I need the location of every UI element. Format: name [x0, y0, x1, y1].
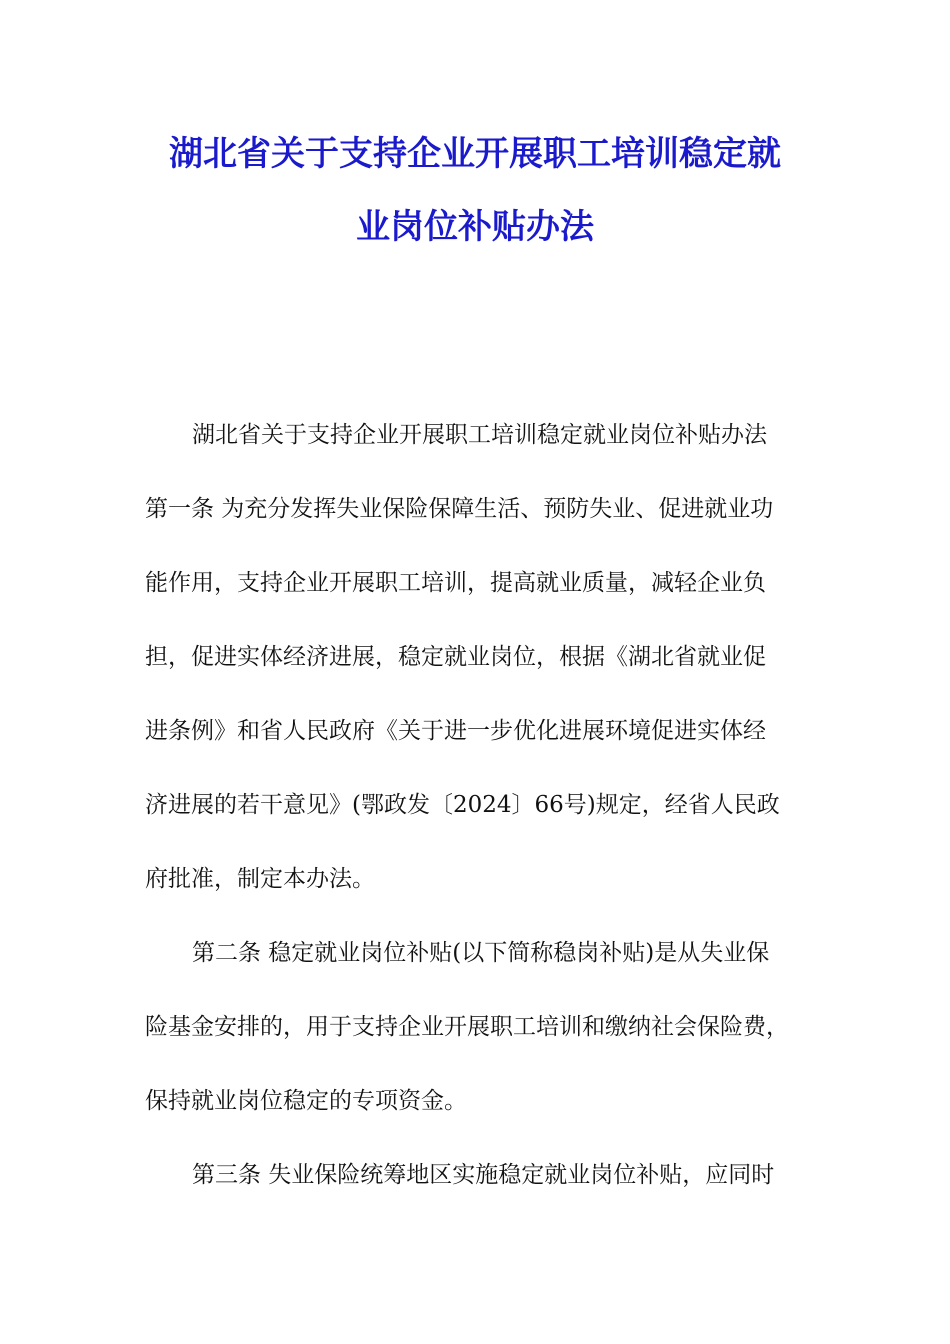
body-line-6: 济进展的若干意见》(鄂政发〔2024〕66号)规定，经省人民政: [145, 792, 780, 818]
body-line-8: 第二条 稳定就业岗位补贴(以下简称稳岗补贴)是从失业保: [192, 940, 770, 966]
body-line-11: 第三条 失业保险统筹地区实施稳定就业岗位补贴，应同时: [192, 1162, 775, 1188]
body-line-7: 府批准，制定本办法。: [145, 866, 375, 892]
body-line-10: 保持就业岗位稳定的专项资金。: [145, 1088, 467, 1114]
body-line-2: 第一条 为充分发挥失业保险保障生活、预防失业、促进就业功: [145, 496, 774, 522]
body-line-3: 能作用，支持企业开展职工培训，提高就业质量，减轻企业负: [145, 570, 766, 596]
body-line-4: 担，促进实体经济进展，稳定就业岗位，根据《湖北省就业促: [145, 644, 766, 670]
body-line-1: 湖北省关于支持企业开展职工培训稳定就业岗位补贴办法: [192, 422, 767, 448]
document-title-line-2: 业岗位补贴办法: [356, 207, 594, 247]
body-line-5: 进条例》和省人民政府《关于进一步优化进展环境促进实体经: [145, 718, 766, 744]
body-line-9: 险基金安排的，用于支持企业开展职工培训和缴纳社会保险费，: [145, 1014, 789, 1040]
document-title-line-1: 湖北省关于支持企业开展职工培训稳定就: [169, 134, 781, 174]
